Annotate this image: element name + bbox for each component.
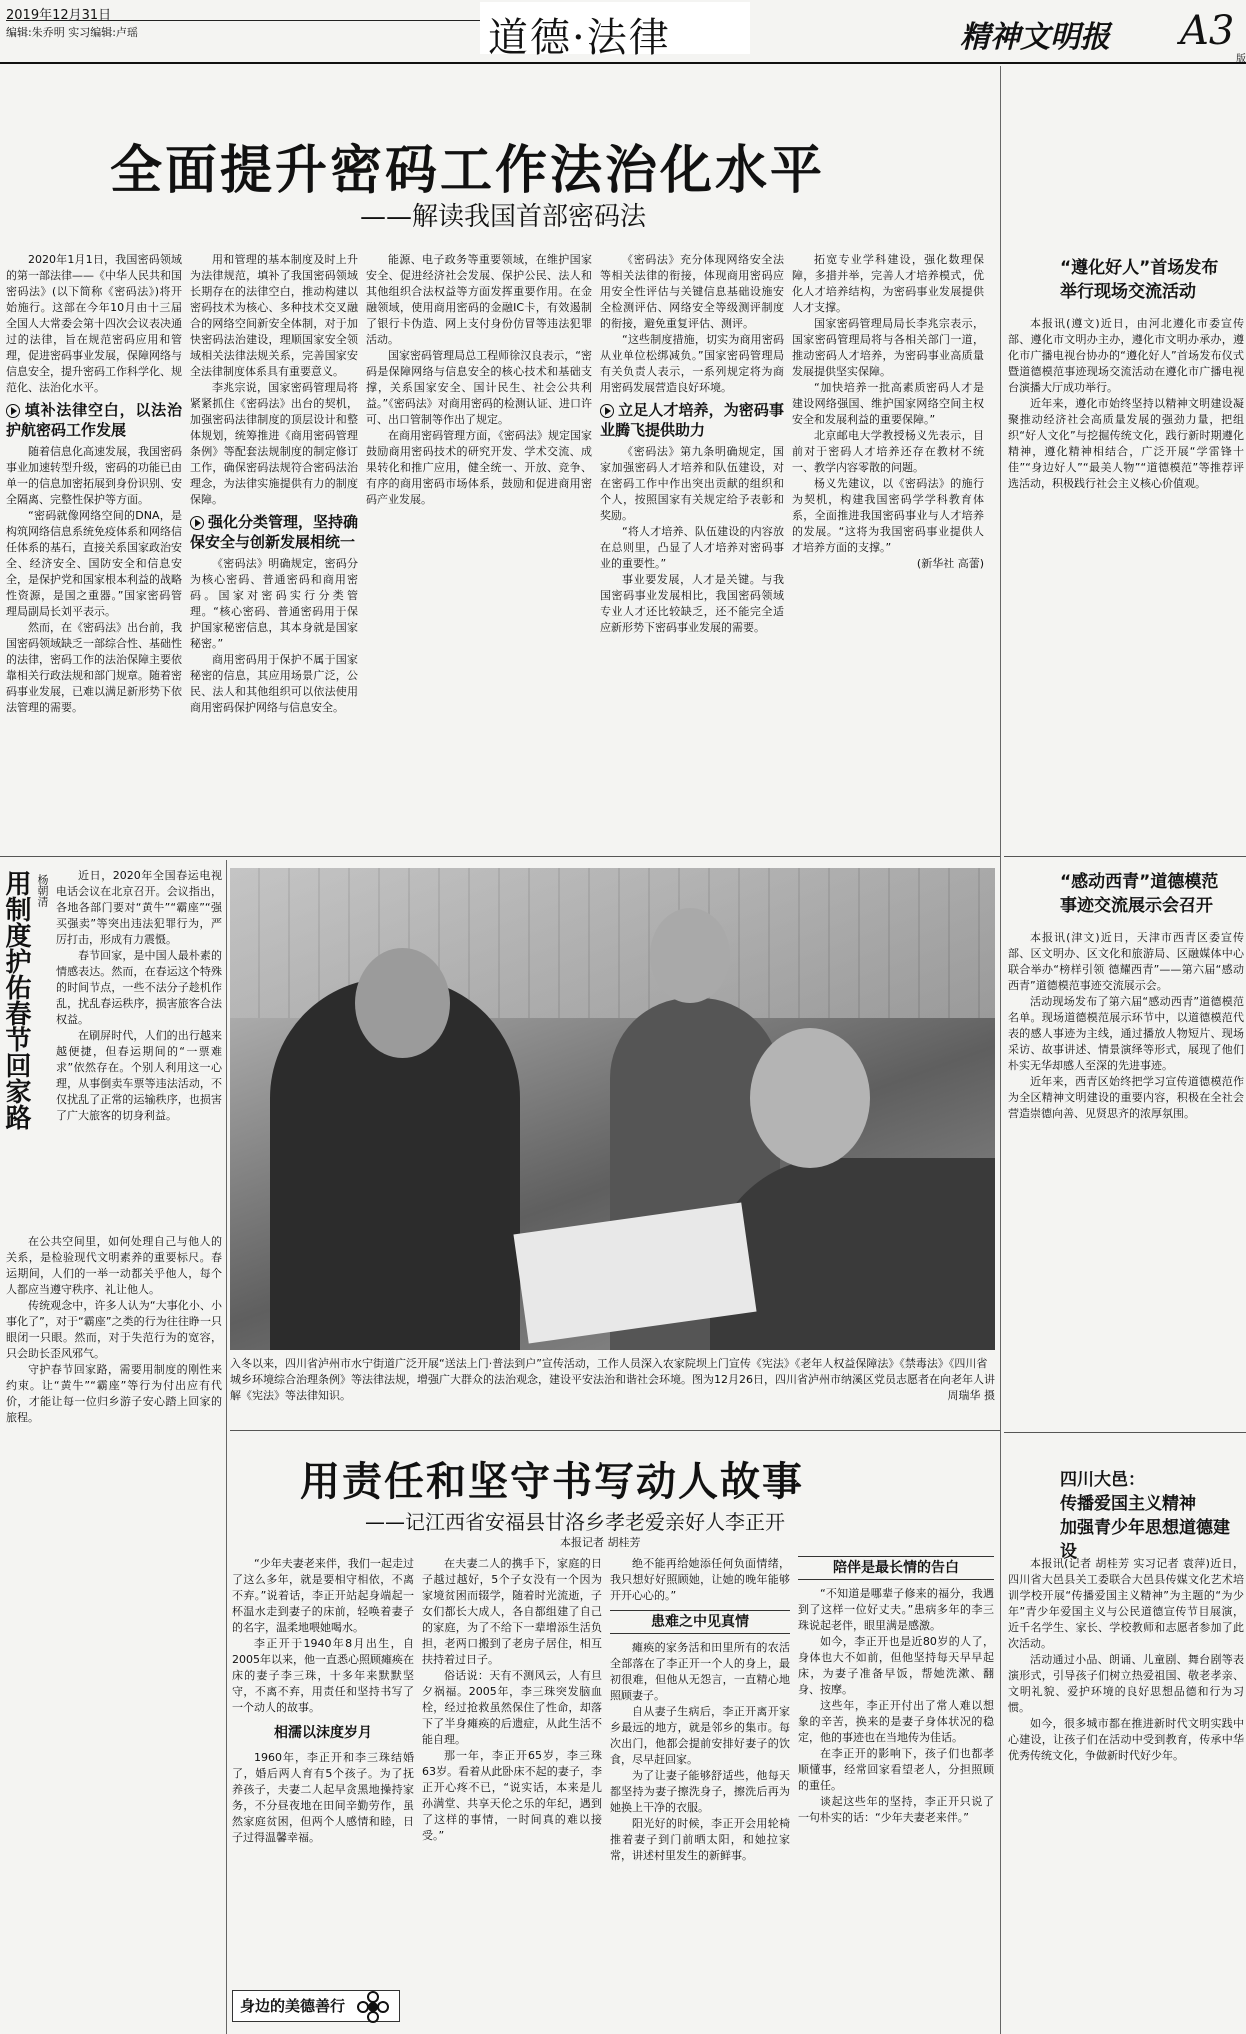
paragraph: 《密码法》明确规定，密码分为核心密码、普通密码和商用密码。国家对密码实行分类管理。“核心密码、普通密码用于保护国家秘密信息，其本身就是国家秘密。”: [190, 557, 358, 650]
section-subhead: 填补法律空白，以法治护航密码工作发展: [6, 401, 182, 439]
paragraph: 那一年，李正开65岁，李三珠63岁。看着从此卧床不起的妻子，李正开心疼不已，“说实话，本来是儿孙满堂、共享天伦之乐的年纪，遇到了这样的事情，一时间真的难以接受。”: [422, 1749, 602, 1842]
paragraph: 拓宽专业学科建设，强化数理保障，多措并举，完善人才培养模式，优化人才培养结构，为密码事业发展提供人才支撑。: [792, 253, 984, 314]
flower-icon: [356, 1990, 390, 2024]
divider: [230, 1430, 1000, 1431]
paragraph: 本报讯(记者 胡桂芳 实习记者 袁萍)近日，四川省大邑县关工委联合大邑县传媒文化艺术培训学校开展“传播爱国主义精神”为主题的“为少年”青少年爱国主义与公民道德宣传节目展演，近千名学生、家长、学校教师和志愿者参加了此次活动。: [1008, 1557, 1244, 1650]
photo-figure-elder: [710, 1158, 995, 1350]
paragraph: 在公共空间里，如何处理自己与他人的关系，是检验现代文明素养的重要标尺。春运期间，人们的一举一动都关乎他人，每个人都应当遵守秩序、礼让他人。: [6, 1235, 222, 1296]
paragraph: 谈起这些年的坚持，李正开只说了一句朴实的话：“少年夫妻老来伴。”: [798, 1795, 994, 1824]
paragraph: 在刷屏时代，人们的出行越来越便捷，但春运期间的“一票难求”依然存在。个别人利用这一心理，从事倒卖车票等违法活动，不仅扰乱了正常的运输秩序，也损害了广大旅客的切身利益。: [56, 1029, 222, 1122]
paragraph: 活动现场发布了第六届“感动西青”道德模范名单。现场道德模范展示环节中，以道德模范代表的感人事迹为主线，通过播放人物短片、现场采访、故事讲述、情景演绎等形式，展现了他们朴实无华却感人至深的先进事迹。: [1008, 995, 1244, 1072]
story-column-3: [610, 1556, 790, 2026]
paragraph: 俗话说：天有不测风云，人有旦夕祸福。2005年，李三珠突发脑血栓，经过抢救虽然保住了性命，却落下了半身瘫痪的后遗症，从此生活不能自理。: [422, 1669, 602, 1746]
story-column-4: [798, 1556, 994, 2026]
main-article-column-3: [366, 252, 592, 844]
story-column-2: [422, 1556, 602, 2026]
paragraph: 近年来，遵化市始终坚持以精神文明建设凝聚推动经济社会高质量发展的强劲力量，把组织“好人文化”与挖掘传统文化，践行新时期遵化精神，遵化精神相结合，广泛开展“学雷锋十佳”“身边好人”“最美人物”“道德模范”等推荐评选活动，积极践行社会主义核心价值观。: [1008, 397, 1244, 490]
main-article-column-1: [6, 252, 182, 844]
story-section-subhead: 相濡以沫度岁月: [274, 1725, 372, 1741]
section-title: 道德·法律: [488, 15, 671, 61]
paragraph: 活动通过小品、朗诵、儿童剧、舞台剧等表演形式，引导孩子们树立热爱祖国、敬老孝亲、文明礼貌、爱护环境的良好思想品德和行为习惯。: [1008, 1653, 1244, 1714]
editors-line: 编辑:朱乔明 实习编辑:卢瑶: [6, 26, 138, 39]
column-badge-label: 身边的美德善行: [240, 1997, 346, 2015]
paragraph: 在李正开的影响下，孩子们也都孝顺懂事，经常回家看望老人，分担照顾的重任。: [798, 1747, 994, 1792]
news-photo: [230, 868, 995, 1350]
paragraph: 传统观念中，许多人认为“大事化小、小事化了”，对于“霸座”之类的行为往往睁一只眼闭一只眼。然而，对于失范行为的宽容，只会助长歪风邪气。: [6, 1299, 222, 1360]
comment-title: 用制度护佑春节回家路: [1, 870, 31, 1130]
paragraph: 能源、电子政务等重要领域，在维护国家安全、促进经济社会发展、保护公民、法人和其他组织合法权益等方面发挥重要作用。在金融领域，使用商用密码的金融IC卡，有效遏制了银行卡伪造、网上支付身份仿冒等违法犯罪活动。: [366, 253, 592, 346]
newspaper-name: 精神文明报: [960, 20, 1110, 55]
paragraph: 阳光好的时候，李正开会用轮椅推着妻子到门前晒太阳，和她拉家常，讲述村里发生的新鲜事。: [610, 1817, 790, 1862]
paragraph: “不知道是哪辈子修来的福分，我遇到了这样一位好丈夫。”患病多年的李三珠说起老伴，眼里满是感激。: [798, 1587, 994, 1632]
comment-body-bottom: [6, 1234, 222, 2024]
sidebar-1-title: “遵化好人”首场发布 举行现场交流活动: [1060, 258, 1219, 302]
story-subheadline: ——记江西省安福县甘洛乡孝老爱亲好人李正开: [365, 1510, 785, 1534]
paragraph: 近年来，西青区始终把学习宣传道德模范作为全区精神文明建设的重要内容，积极在全社会营造崇德向善、见贤思齐的浓厚氛围。: [1008, 1075, 1244, 1120]
comment-body-top: [56, 868, 222, 1228]
sidebar-3-body: [1008, 1556, 1244, 2026]
paragraph: 随着信息化高速发展，我国密码事业加速转型升级，密码的功能已由单一的信息加密拓展到身份识别、安全隔离、完整性保护等方面。: [6, 445, 182, 506]
story-author: 本报记者 胡桂芳: [560, 1536, 641, 1549]
divider: [0, 856, 1000, 857]
story-column-1: [232, 1556, 414, 1984]
paragraph: 如今，很多城市都在推进新时代文明实践中心建设，让孩子们在活动中受到教育，传承中华优秀传统文化，争做新时代好少年。: [1008, 1717, 1244, 1762]
paragraph: 《密码法》第九条明确规定，国家加强密码人才培养和队伍建设，对在密码工作中作出突出贡献的组织和个人，按照国家有关规定给予表彰和奖励。: [600, 445, 784, 522]
sidebar-2-body: [1008, 930, 1244, 1422]
paragraph: 李兆宗说，国家密码管理局将紧紧抓住《密码法》出台的契机，加强密码法律制度的顶层设计和整体规划，统筹推进《商用密码管理条例》等配套法规制度的制定修订工作，确保密码法规符合密码法治理念，为法律实施提供有力的制度保障。: [190, 381, 358, 506]
paragraph: 《密码法》充分体现网络安全法等相关法律的衔接，体现商用密码应用安全性评估与关键信息基础设施安全检测评估、网络安全等级测评制度的衔接，避免重复评估、测评。: [600, 253, 784, 330]
paragraph: 瘫痪的家务活和田里所有的农活全部落在了李正开一个人的身上，最初很难，但他从无怨言，一直精心地照顾妻子。: [610, 1641, 790, 1702]
divider: [1004, 1432, 1246, 1433]
paragraph: 守护春节回家路，需要用制度的刚性来约束。让“黄牛”“霸座”等行为付出应有代价，才能让每一位归乡游子安心踏上回家的旅程。: [6, 1363, 222, 1424]
divider: [1004, 856, 1246, 857]
paragraph: 事业要发展，人才是关键。与我国密码事业发展相比，我国密码领域专业人才还比较缺乏，还不能完全适应新形势下密码事业发展的需要。: [600, 573, 784, 634]
paragraph: 本报讯(遵文)近日，由河北遵化市委宣传部、遵化市文明办主办，遵化市文明办承办，遵化市广播电视台协办的“遵化好人”首场发布仪式暨道德模范事迹现场交流活动在遵化市广播电视台演播大厅成功举行。: [1008, 317, 1244, 394]
sidebar-3-title: 四川大邑： 传播爱国主义精神 加强青少年思想道德建设: [1060, 1470, 1230, 1562]
byline: (新华社 高蕾): [916, 557, 984, 570]
photo-caption: 入冬以来，四川省泸州市水宁街道广泛开展“送法上门·普法到户”宣传活动，工作人员深入农家院坝上门宣传《宪法》《老年人权益保障法》《禁毒法》《四川省城乡环境综合治理条例》等法律法规，增强广大群众的法治观念，建设平安法治和谐社会环境。图为12月26日，四川省泸州市纳溪区党员志愿者在向老年人讲解《宪法》等法律知识。 周瑞华 摄: [230, 1357, 995, 1402]
story-section-subhead: 患难之中见真情: [610, 1610, 790, 1634]
paragraph: 然而，在《密码法》出台前，我国密码领域缺乏一部综合性、基础性的法律，密码工作的法治保障主要依靠相关行政法规和部门规章。随着密码事业发展，已难以满足新形势下依法管理的需要。: [6, 621, 182, 714]
photo-figure-man-head: [355, 948, 450, 1058]
page-number: A3: [1180, 8, 1235, 54]
paragraph: “这些制度措施，切实为商用密码从业单位松绑减负。”国家密码管理局有关负责人表示，一系列规定将为商用密码发展营造良好环境。: [600, 333, 784, 394]
page-header: [0, 0, 1246, 66]
divider: [226, 860, 227, 2034]
paragraph: “少年夫妻老来伴，我们一起走过了这么多年，就是要相守相依，不离不弃。”说着话，李正开站起身端起一杯温水走到妻子的床前，轻唤着妻子的名字，温柔地喂她喝水。: [232, 1557, 414, 1634]
story-section-subhead: 陪伴是最长情的告白: [798, 1556, 994, 1580]
paragraph: 自从妻子生病后，李正开离开家乡最远的地方，就是邻乡的集市。每次出门，他都会提前安排好妻子的饮食，尽早赶回家。: [610, 1705, 790, 1766]
paragraph: 如今，李正开也是近80岁的人了，身体也大不如前，但他坚持每天早早起床，为妻子准备早饭，帮她洗漱、翻身、按摩。: [798, 1635, 994, 1696]
play-icon: [190, 516, 204, 530]
play-icon: [6, 404, 20, 418]
play-icon: [600, 404, 614, 418]
paragraph: 2020年1月1日，我国密码领域的第一部法律——《中华人民共和国密码法》(以下简称《密码法》)将开始施行。这部在今年10月由十三届全国人大常委会第十四次会议表决通过的法律，旨在规范密码应用和管理，促进密码事业发展，保障网络与信息安全，提升密码工作科学化、规范化、法治化水平。: [6, 253, 182, 394]
main-article-column-2: [190, 252, 358, 844]
photo-credit: 周瑞华 摄: [947, 1389, 995, 1402]
paragraph: 杨义先建议，以《密码法》的施行为契机，构建我国密码学学科教育体系，全面推进我国密码事业与人才培养的发展。“这将为我国密码事业提供人才培养方面的支撑。”: [792, 477, 984, 554]
section-subhead: 立足人才培养，为密码事业腾飞提供助力: [600, 401, 784, 439]
paragraph: 在夫妻二人的携手下，家庭的日子越过越好，5个子女没有一个因为家境贫困而辍学，随着时光流逝，子女们都长大成人，各自都组建了自己的家庭，为了不给下一辈增添生活负担，老两口搬到了老房子居住，相互扶持着过日子。: [422, 1557, 602, 1666]
paragraph: “密码就像网络空间的DNA，是构筑网络信息系统免疫体系和网络信任体系的基石，直接关系国家政治安全、经济安全、国防安全和信息安全，是保护党和国家根本利益的战略性资源，是国之重器。”国家密码管理局副局长刘平表示。: [6, 509, 182, 618]
issue-date: 2019年12月31日: [6, 8, 112, 23]
photo-figure-woman-head: [650, 908, 730, 1003]
main-article-column-5: [792, 252, 984, 844]
paragraph: 国家密码管理局局长李兆宗表示，国家密码管理局将与各相关部门一道，推动密码人才培养，为密码事业高质量发展提供坚实保障。: [792, 317, 984, 378]
sidebar-2-title: “感动西青”道德模范 事迹交流展示会召开: [1060, 872, 1219, 916]
paragraph: “将人才培养、队伍建设的内容放在总则里，凸显了人才培养对密码事业的重要性。”: [600, 525, 784, 570]
paragraph: 为了让妻子能够舒适些，他每天都坚持为妻子擦洗身子，擦洗后再为她换上干净的衣服。: [610, 1769, 790, 1814]
paragraph: 这些年，李正开付出了常人难以想象的辛苦，换来的是妻子身体状况的稳定，他的事迹也在当地传为佳话。: [798, 1699, 994, 1744]
paragraph: 在商用密码管理方面，《密码法》规定国家鼓励商用密码技术的研究开发、学术交流、成果转化和推广应用，健全统一、开放、竞争、有序的商用密码市场体系，鼓励和促进商用密码产业发展。: [366, 429, 592, 506]
comment-author: 杨朝清: [36, 874, 49, 907]
main-subheadline: ——解读我国首部密码法: [360, 202, 647, 232]
divider: [1000, 66, 1001, 2034]
header-top-line: [6, 20, 486, 21]
paragraph: 北京邮电大学教授杨义先表示，目前对于密码人才培养还存在教材不统一、教学内容零散的问题。: [792, 429, 984, 474]
main-article-column-4: [600, 252, 784, 844]
paragraph: 商用密码用于保护不属于国家秘密的信息，其应用场景广泛，公民、法人和其他组织可以依法使用商用密码保护网络与信息安全。: [190, 653, 358, 714]
paragraph: 国家密码管理局总工程师徐汉良表示，“密码是保障网络与信息安全的核心技术和基础支撑，关系国家安全、国计民生、社会公共利益。”《密码法》对商用密码的检测认证、进口许可、出口管制等作出了规定。: [366, 349, 592, 426]
paragraph: 绝不能再给她添任何负面情绪，我只想好好照顾她，让她的晚年能够开开心心的。”: [610, 1557, 790, 1602]
sidebar-1-body: [1008, 316, 1244, 846]
paragraph: 李正开于1940年8月出生，自2005年以来，他一直悉心照顾瘫痪在床的妻子李三珠，十多年来默默坚守，不离不弃，用责任和坚持书写了一个动人的故事。: [232, 1637, 414, 1714]
paragraph: 近日，2020年全国春运电视电话会议在北京召开。会议指出，各地各部门要对“黄牛”“霸座”“强买强卖”等突出违法犯罪行为，严厉打击，形成有力震慑。: [56, 869, 222, 946]
paragraph: 用和管理的基本制度及时上升为法律规范，填补了我国密码领域长期存在的法律空白，推动构建以密码技术为核心、多种技术交叉融合的网络空间新安全体制，对于加快密码法治建设，理顺国家安全领域相关法律法规关系，完善国家安全法律制度体系具有重要意义。: [190, 253, 358, 378]
paragraph: 春节回家，是中国人最朴素的情感表达。然而，在春运这个特殊的时间节点，一些不法分子趁机作乱，扰乱春运秩序，损害旅客合法权益。: [56, 949, 222, 1026]
section-subhead: 强化分类管理，坚持确保安全与创新发展相统一: [190, 513, 358, 551]
story-headline: 用责任和坚守书写动人故事: [300, 1459, 804, 1505]
photo-figure-elder-head: [750, 1028, 870, 1168]
paragraph: 本报讯(津文)近日，天津市西青区委宣传部、区文明办、区文化和旅游局、区融媒体中心联合举办“榜样引领 德耀西青”——第六届“感动西青”道德模范事迹交流展示会。: [1008, 931, 1244, 992]
paragraph: “加快培养一批高素质密码人才是建设网络强国、维护国家网络空间主权安全和发展利益的重要保障。”: [792, 381, 984, 426]
page-suffix: 版: [1236, 54, 1246, 65]
header-rule: [0, 62, 1246, 64]
paragraph: 1960年，李正开和李三珠结婚了，婚后两人育有5个孩子。为了抚养孩子，夫妻二人起早贪黑地操持家务，不分昼夜地在田间辛勤劳作，虽然家庭贫困，但两个人感情和睦，日子过得温馨幸福。: [232, 1751, 414, 1844]
main-headline: 全面提升密码工作法治化水平: [110, 141, 826, 201]
